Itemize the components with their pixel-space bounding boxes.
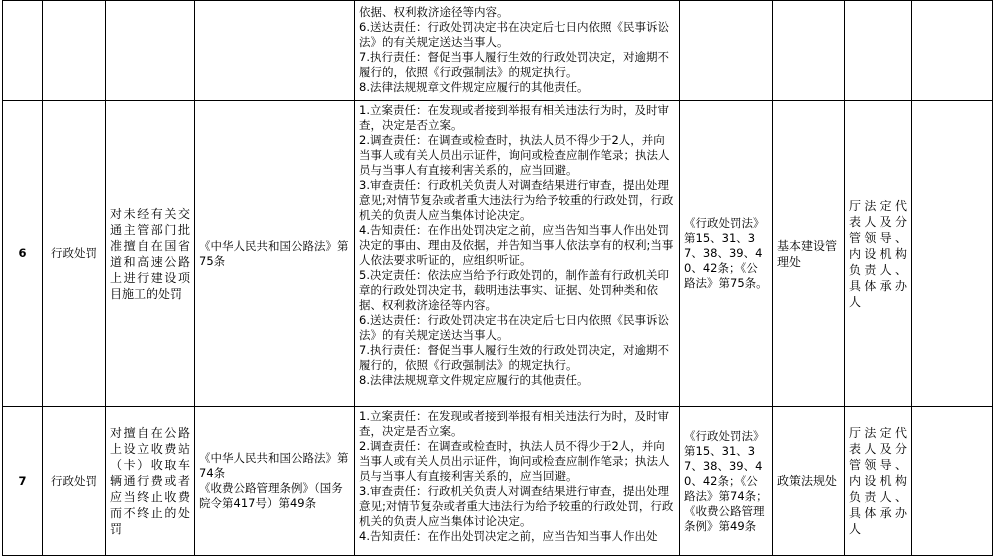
responsibility-item: 2.调查责任：在调查或检查时，执法人员不得少于2人，并向当事人或有关人员出示证件，询问或检查应制作笔录；执法人员与当事人有直接利害关系的，应当回避。 xyxy=(359,438,670,483)
table-row xyxy=(3,101,993,407)
responsibility-item: 3.审查责任：行政机关负责人对调查结果进行审查，提出处理意见;对情节复杂或者重大违法行为给予较重的行政处罚，行政机关的负责人应当集体讨论决定。 xyxy=(359,177,674,222)
table-row xyxy=(3,407,993,556)
legal-basis: 《中华人民共和国公路法》第75条 xyxy=(195,101,355,407)
responsibility-item: 7.执行责任：督促当事人履行生效的行政处罚决定，对逾期不履行的，依照《行政强制法》的规定执行。 xyxy=(359,342,669,372)
responsibility-table xyxy=(2,0,993,556)
row-number: 7 xyxy=(3,407,43,556)
row-number: 6 xyxy=(3,101,43,407)
remarks-cell xyxy=(912,407,993,556)
responsible-dept xyxy=(773,1,845,101)
accountability-basis: 《行政处罚法》第15、31、37、38、39、40、42条；《公路法》第75条。 xyxy=(680,101,773,407)
table-row xyxy=(3,1,993,101)
legal-basis xyxy=(195,1,355,101)
responsibility-item: 8.法律法规规章文件规定应履行的其他责任。 xyxy=(359,80,589,94)
penalty-type: 行政处罚 xyxy=(43,407,106,556)
remarks-cell xyxy=(912,101,993,407)
responsible-person: 厅法定代表人及分管领导、内设机构负责人、具体承办人 xyxy=(845,101,912,407)
responsibility-list xyxy=(355,407,680,556)
responsibility-item: 4.告知责任：在作出处罚决定之前，应当告知当事人作出处 xyxy=(359,528,658,543)
responsibility-item: 1.立案责任：在发现或者接到举报有相关违法行为时，及时审查，决定是否立案。 xyxy=(359,408,669,438)
responsibility-item: 1.立案责任：在发现或者接到举报有相关违法行为时，及时审查，决定是否立案。 xyxy=(359,102,669,132)
remarks-cell xyxy=(912,1,993,101)
penalty-type: 行政处罚 xyxy=(43,101,106,407)
row-number xyxy=(3,1,43,101)
responsibility-item: 7.执行责任：督促当事人履行生效的行政处罚决定，对逾期不履行的，依照《行政强制法》的规定执行。 xyxy=(359,50,669,79)
responsibility-item: 4.告知责任：在作出处罚决定之前，应当告知当事人作出处罚决定的事由、理由及依据，并告知当事人依法享有的权利;当事人依法要求听证的，应组织听证。 xyxy=(359,222,674,267)
responsibility-list xyxy=(355,1,680,101)
penalty-item: 对未经有关交通主管部门批准擅自在国省道和高速公路上进行建设项目施工的处罚 xyxy=(106,101,195,407)
responsibility-item: 8.法律法规规章文件规定应履行的其他责任。 xyxy=(359,372,589,387)
responsible-person: 厅法定代表人及分管领导、内设机构负责人、具体承办人 xyxy=(845,407,912,556)
responsible-dept: 基本建设管理处 xyxy=(773,101,845,407)
accountability-basis: 《行政处罚法》第15、31、37、38、39、40、42条；《公路法》第74条；《收费公路管理条例》第49条 xyxy=(680,407,773,556)
penalty-item xyxy=(106,1,195,101)
accountability-basis xyxy=(680,1,773,101)
responsibility-item: 5.决定责任：依法应当给予行政处罚的，制作盖有行政机关印章的行政处罚决定书，载明违法事实、证据、处罚种类和依据、权利救济途径等内容。 xyxy=(359,267,669,312)
responsibility-item: 3.审查责任：行政机关负责人对调查结果进行审查，提出处理意见;对情节复杂或者重大违法行为给予较重的行政处罚，行政机关的负责人应当集体讨论决定。 xyxy=(359,483,674,528)
penalty-type xyxy=(43,1,106,101)
responsibility-item: 依据、权利救济途径等内容。 xyxy=(359,5,509,19)
responsibility-item: 6.送达责任：行政处罚决定书在决定后七日内依照《民事诉讼法》的有关规定送达当事人。 xyxy=(359,20,669,49)
responsibility-item: 6.送达责任：行政处罚决定书在决定后七日内依照《民事诉讼法》的有关规定送达当事人。 xyxy=(359,312,669,342)
responsible-person xyxy=(845,1,912,101)
responsibility-list xyxy=(355,101,680,407)
responsibility-item: 2.调查责任：在调查或检查时，执法人员不得少于2人，并向当事人或有关人员出示证件，询问或检查应制作笔录；执法人员与当事人有直接利害关系的，应当回避。 xyxy=(359,132,670,177)
responsible-dept: 政策法规处 xyxy=(773,407,845,556)
legal-basis: 《中华人民共和国公路法》第74条 《收费公路管理条例》（国务院令第417号）第49条 xyxy=(195,407,355,556)
penalty-item: 对擅自在公路上设立收费站（卡）收取车辆通行费或者应当终止收费而不终止的处罚 xyxy=(106,407,195,556)
